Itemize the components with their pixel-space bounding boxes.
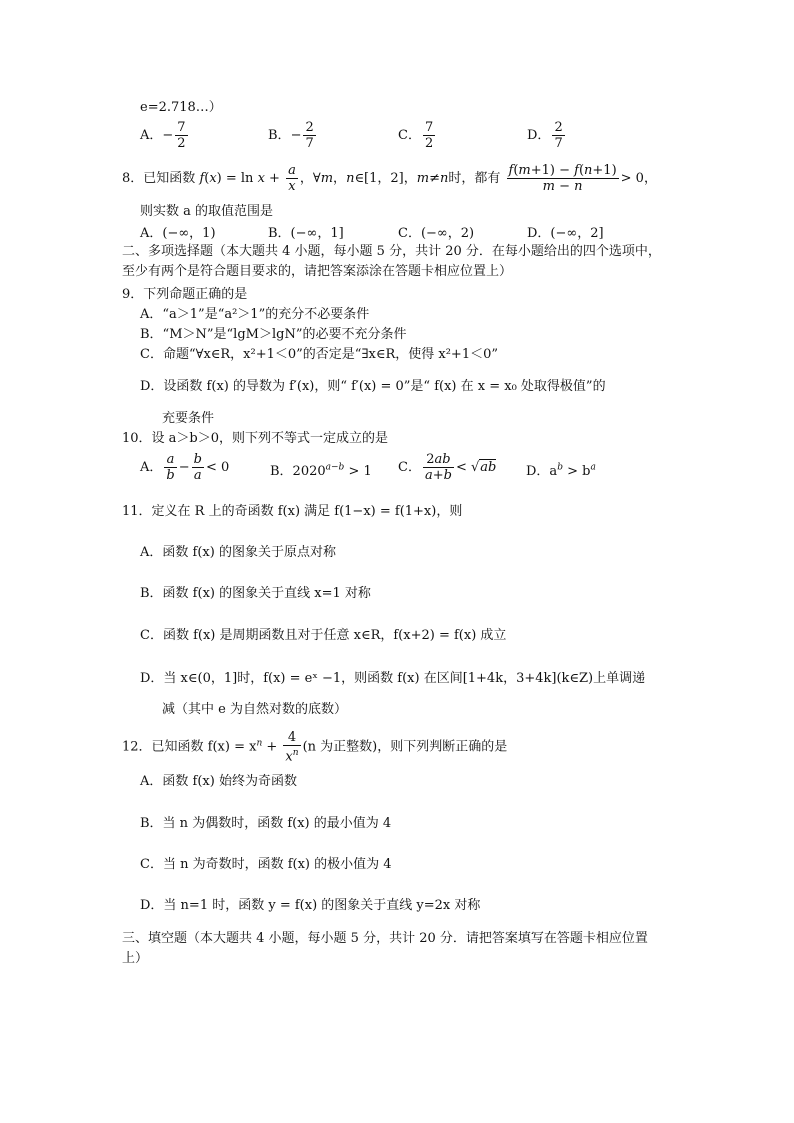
q9-option-c: C．命题“∀x∈R，x²+1＜0”的否定是“∃x∈R，使得 x²+1＜0” [140,347,499,362]
q12-option-c: C．当 n 为奇数时，函数 f(x) 的极小值为 4 [140,857,392,872]
q8-option-d: D．(−∞，2] [527,226,604,241]
q11-option-d-line1: D．当 x∈(0，1]时，f(x) = eˣ −1，则函数 f(x) 在区间[1+4k，3+4k](k∈Z)上单调递 [140,671,646,686]
q9-option-b: B．“M＞N”是“lgM＞lgN”的必要不充分条件 [140,327,407,342]
q10-option-c: C． $\frac{2ab}{a+b}$ < √ab [398,452,497,483]
q9-stem: 9．下列命题正确的是 [122,287,248,302]
section2-line2: 至少有两个是符合题目要求的，请把答案添涂在答题卡相应位置上） [122,264,513,279]
q10-stem: 10．设 a＞b＞0，则下列不等式一定成立的是 [122,431,389,446]
q8-stem: 8．已知函数 f(x) = ln x + $\frac{a}{x}$ ，∀m，n∈[1，2]，m≠n时，都有 $\frac{f(m+1) - f(n+1)}{m - n}$ > 0， [122,163,657,194]
q7-option-a: A．− $\frac{7}{2}$ [140,120,186,151]
section3-line1: 三、填空题（本大题共 4 小题，每小题 5 分，共计 20 分．请把答案填写在答题卡相应位置 [122,931,648,946]
q8-option-a: A．(−∞，1) [140,226,216,241]
q7-option-d: D． $\frac{2}{7}$ [527,120,563,151]
q12-option-b: B．当 n 为偶数时，函数 f(x) 的最小值为 4 [140,816,392,831]
q9-option-d-line2: 充要条件 [162,411,215,426]
q9-option-d-line1: D．设函数 f(x) 的导数为 f′(x)，则“ f′(x) = 0”是“ f(x) 在 x = x₀ 处取得极值”的 [140,379,606,394]
q12-option-a: A．函数 f(x) 始终为奇函数 [140,774,297,789]
q7-tail: e=2.718…） [140,100,222,115]
q11-option-b: B．函数 f(x) 的图象关于直线 x=1 对称 [140,586,371,601]
q7-option-b: B．− $\frac{2}{7}$ [268,120,314,151]
q12-stem: 12．已知函数 $f(x) = x^n$ + $\frac{4}{x^n}$ (n 为正整数)，则下列判断正确的是 [122,730,508,765]
q10-option-b: B．$2020^{a-b} > 1$ [270,462,372,479]
q11-option-c: C．函数 f(x) 是周期函数且对于任意 x∈R，f(x+2) = f(x) 成立 [140,628,507,643]
q12-option-d: D．当 n=1 时，函数 y = f(x) 的图象关于直线 y=2x 对称 [140,898,481,913]
q9-option-a: A．“a＞1”是“a²＞1”的充分不必要条件 [140,307,370,322]
q7-option-c: C． $\frac{7}{2}$ [398,120,434,151]
section3-line2: 上） [122,951,149,966]
q8-option-c: C．(−∞，2) [398,226,475,241]
q8-option-b: B．(−∞，1] [268,226,344,241]
q11-stem: 11．定义在 R 上的奇函数 f(x) 满足 f(1−x) = f(1+x)，则 [122,504,463,519]
q10-option-a: A． $\frac{a}{b}$ − $\frac{b}{a}$ < 0 [140,452,230,483]
q10-option-d: D．$a^b > b^a$ [526,462,596,479]
q11-option-a: A．函数 f(x) 的图象关于原点对称 [140,545,336,560]
section2-line1: 二、多项选择题（本大题共 4 小题，每小题 5 分，共计 20 分．在每小题给出的四个选项中， [122,244,661,259]
q11-option-d-line2: 减（其中 e 为自然对数的底数） [162,702,347,717]
q8-line2: 则实数 a 的取值范围是 [140,204,274,219]
